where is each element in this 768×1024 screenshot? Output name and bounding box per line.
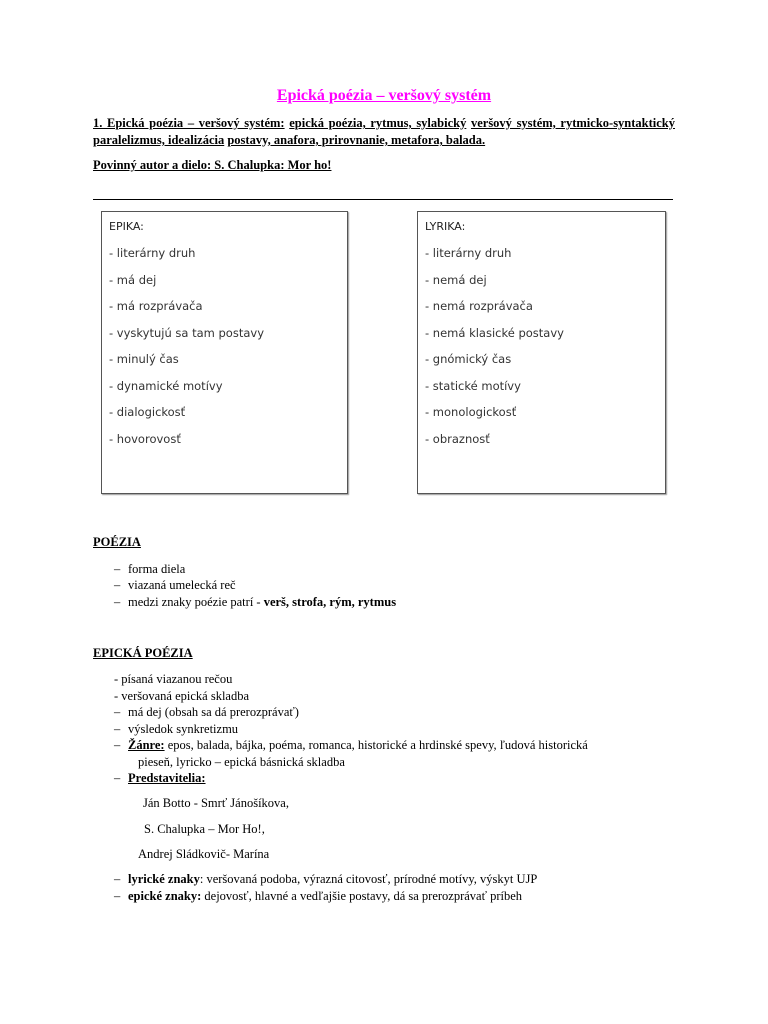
list-item: – viazaná umelecká reč (114, 578, 236, 593)
dash-bullet: – (114, 705, 121, 719)
dash-bullet: – (114, 738, 121, 752)
dash-bullet: – (114, 771, 121, 785)
representatives-label: Predstavitelia: (128, 771, 206, 785)
list-item: – medzi znaky poézie patrí - verš, strofa, rým, rytmus (114, 594, 397, 609)
poezia-list (114, 561, 396, 610)
topic-keywords-2: veršový systém, rytmicko-syntaktický paralelizmus, idealizácia (93, 116, 676, 147)
signs-list (114, 871, 537, 905)
list-item: - dialogickosť (109, 405, 186, 419)
list-item: - literárny druh (425, 246, 512, 260)
poetry-features: verš, strofa, rým, rytmus (263, 594, 397, 609)
epic-signs-label: epické znaky: (128, 889, 202, 903)
genres-continuation: pieseň, lyricko – epická básnická skladba (138, 754, 345, 769)
lyric-signs: – lyrické znaky: veršovaná podoba, výrazná citovosť, prírodné motívy, výskyt UJP (114, 872, 538, 886)
list-item-genres (114, 737, 674, 754)
representative-2: S. Chalupka – Mor Ho!, (144, 822, 265, 836)
epic-signs: – epické znaky: dejovosť, hlavné a vedľajšie postavy, dá sa prerozprávať príbeh (114, 889, 523, 903)
list-item: - nemá dej (425, 272, 487, 287)
list-item: - nemá rozprávača (425, 299, 533, 313)
topic-lead: 1. Epická poézia – veršový systém: (93, 116, 285, 130)
list-item: - gnómický čas (425, 352, 512, 366)
list-item: - literárny druh (109, 246, 196, 260)
horizontal-divider (93, 199, 673, 200)
list-item: – forma diela (114, 562, 186, 576)
list-item: - monologickosť (425, 405, 517, 419)
dash-bullet: – (114, 578, 121, 593)
lyrika-box (417, 211, 666, 494)
list-item: - obraznosť (425, 431, 490, 446)
list-item: - minulý čas (109, 352, 179, 366)
list-item: - dynamické motívy (109, 378, 223, 393)
topic-keywords-1: epická poézia, rytmus, sylabický (289, 116, 467, 130)
required-author-line: Povinný autor a dielo: S. Chalupka: Mor ho! (93, 158, 332, 172)
dash-bullet: – (114, 889, 121, 903)
epicka-poezia-heading: EPICKÁ POÉZIA (93, 646, 193, 660)
list-item: - má dej (109, 272, 157, 287)
list-item: - písaná viazanou rečou (114, 672, 233, 686)
genres-text: epos, balada, bájka, poéma, romanca, historické a hrdinské spevy, ľudová historická (164, 738, 588, 752)
poezia-heading: POÉZIA (93, 535, 141, 549)
list-item: - veršovaná epická skladba (114, 688, 250, 703)
list-item: - vyskytujú sa tam postavy (109, 325, 265, 340)
list-item-representatives (114, 770, 674, 787)
lyric-signs-label: lyrické znaky (128, 872, 200, 886)
topic-keywords-3: postavy, anafora, prirovnanie, metafora, balada. (227, 133, 486, 147)
dash-bullet: – (114, 594, 121, 609)
dash-bullet: – (114, 562, 121, 576)
list-item: – má dej (obsah sa dá prerozprávať) (114, 705, 299, 719)
topic-paragraph (93, 115, 675, 149)
genres-label: Žánre: (128, 738, 165, 752)
dash-bullet: – (114, 721, 121, 736)
lyrika-heading: LYRIKA: (425, 220, 466, 233)
list-item: - statické motívy (425, 378, 521, 393)
list-item: - nemá klasické postavy (425, 325, 564, 340)
epika-heading: EPIKA: (109, 220, 144, 233)
list-item: – výsledok synkretizmu (114, 721, 239, 736)
representative-1: Ján Botto - Smrť Jánošíkova, (143, 796, 289, 810)
epika-box (101, 211, 348, 494)
epicka-poezia-list (114, 671, 674, 787)
list-item: - má rozprávača (109, 299, 203, 313)
lyrika-list (425, 246, 564, 458)
epika-list (109, 246, 264, 458)
list-item: - hovorovosť (109, 431, 181, 446)
dash-bullet: – (114, 872, 121, 886)
document-title: Epická poézia – veršový systém (276, 87, 492, 104)
representative-3: Andrej Sládkovič- Marína (138, 847, 270, 861)
